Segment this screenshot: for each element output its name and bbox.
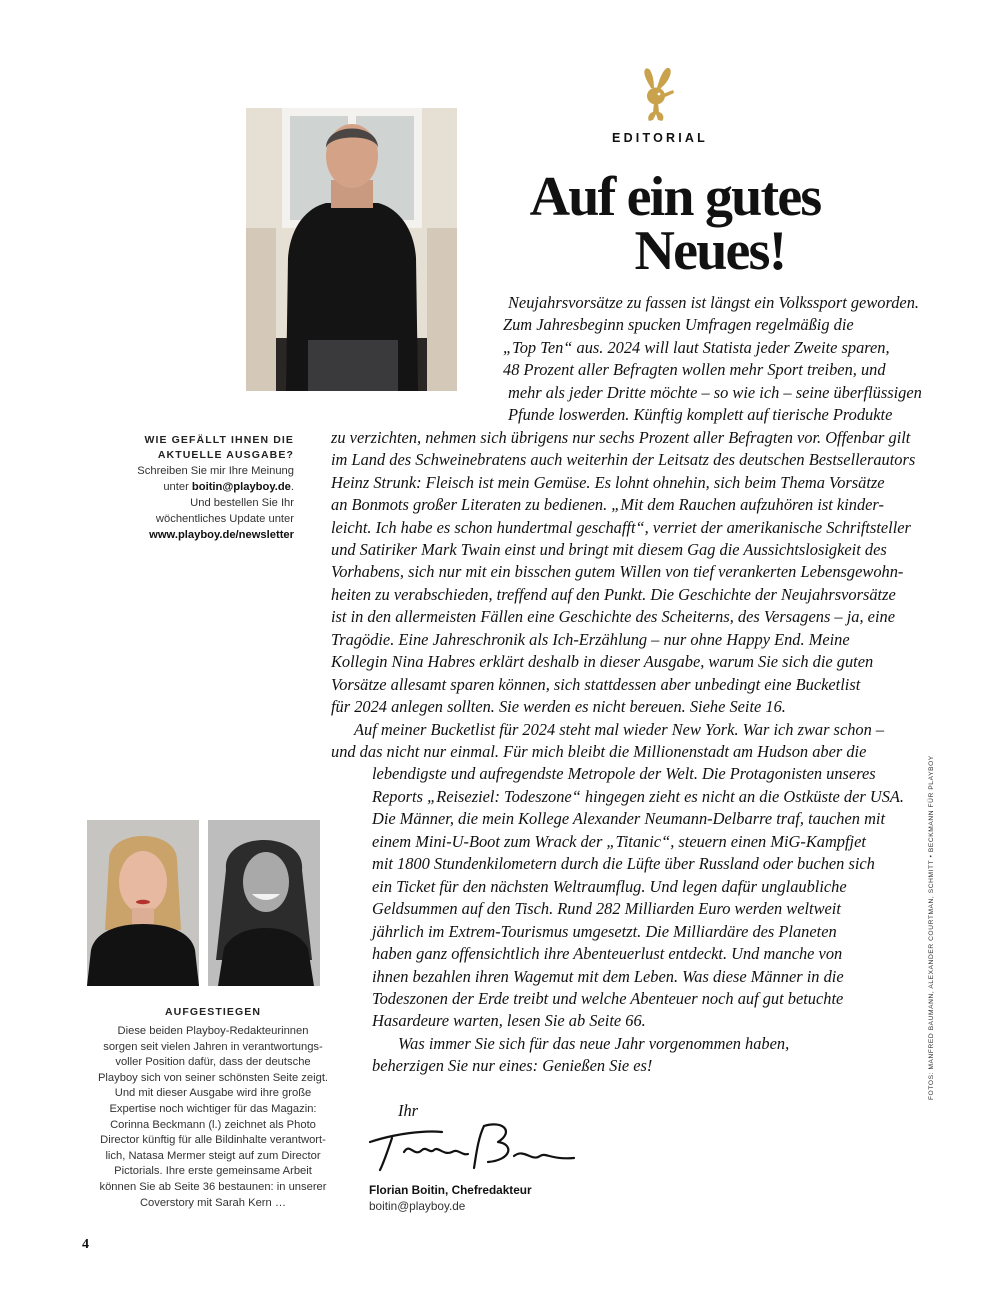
body-line: ist in den allermeisten Fällen eine Geschichte des Scheiterns, des Versagens – ja, eine: [331, 607, 895, 627]
body-line: Vorhabens, sich nur mit ein bisschen gutem Willen von tief verankerten Lebensgewohn-: [331, 562, 904, 582]
headline-line-1: Auf ein gutes: [529, 166, 821, 228]
section-label: EDITORIAL: [612, 131, 708, 145]
feedback-heading-line-1: WIE GEFÄLLT IHNEN DIE: [144, 434, 294, 446]
body-line: Pfunde loswerden. Künftig komplett auf tierische Produkte: [508, 405, 893, 425]
author-name: Florian Boitin, Chefredakteur: [369, 1183, 532, 1197]
body-line: jährlich im Extrem-Tourismus umgesetzt. Die Milliardäre des Planeten: [372, 921, 837, 941]
photo-corinna-beckmann: [87, 820, 199, 986]
signature-icon: [364, 1112, 584, 1178]
body-line: und das nicht nur einmal. Für mich bleibt die Millionenstadt am Hudson aber die: [331, 742, 867, 761]
headline-line-2: Neues!: [634, 220, 786, 282]
newsletter-link[interactable]: www.playboy.de/newsletter: [149, 529, 294, 541]
promoted-line: Pictorials. Ihre erste gemeinsame Arbeit: [114, 1165, 312, 1178]
promoted-line: Und mit dieser Ausgabe wird ihre große: [114, 1087, 312, 1100]
body-line: lebendigste und aufregendste Metropole der Welt. Die Protagonisten unseres: [372, 764, 876, 784]
body-line: Kollegin Nina Habres erklärt deshalb in dieser Ausgabe, warum Sie sich die guten: [331, 652, 874, 672]
body-line: Die Männer, die mein Kollege Alexander Neumann-Delbarre traf, tauchen mit: [372, 809, 886, 829]
promoted-line: Expertise noch wichtiger für das Magazin:: [109, 1102, 317, 1115]
feedback-box: [110, 433, 294, 543]
body-line: Neujahrsvorsätze zu fassen ist längst ein Volkssport geworden.: [508, 293, 919, 312]
promoted-line: voller Position dafür, dass der deutsche: [115, 1056, 311, 1069]
feedback-line: Und bestellen Sie Ihr: [190, 497, 294, 509]
headline: [470, 166, 880, 282]
promoted-box: [84, 1005, 342, 1211]
body-line: haben ganz offensichtlich ihre Abenteuerlust entdeckt. Und manche von: [372, 944, 843, 964]
body-line: und Satiriker Mark Twain einst und bringt mit diesem Gag die Aussichtslosigkeit des: [331, 539, 887, 559]
feedback-line-prefix: unter: [163, 481, 192, 493]
feedback-heading-line-2: AKTUELLE AUSGABE?: [157, 449, 294, 461]
body-line: Geldsummen auf den Tisch. Rund 282 Milliarden Euro werden weltweit: [372, 899, 841, 919]
body-line: im Land des Schweinebratens auch weiterhin der Leitsatz des deutschen Bestsellerautors: [331, 450, 916, 470]
feedback-email-link[interactable]: boitin@playboy.de: [191, 481, 291, 493]
feedback-line-suffix: .: [290, 481, 294, 493]
body-line: für 2024 anlegen sollten. Sie werden es nicht bereuen. Siehe Seite 16.: [331, 697, 786, 717]
body-line: Zum Jahresbeginn spucken Umfragen regelmäßig die: [503, 315, 854, 335]
promoted-heading: AUFGESTIEGEN: [164, 1006, 262, 1018]
body-line: beherzigen Sie nur eines: Genießen Sie es!: [372, 1056, 653, 1076]
body-line: Reports „Reiseziel: Todeszone“ hingegen zieht es nicht an die Ostküste der USA.: [372, 786, 905, 806]
photo-credit: [920, 755, 940, 1100]
editor-photo: [246, 108, 457, 391]
body-line: an Bonmots großer Literaten zu bedienen. „Mit dem Rauchen aufzuhören ist kinder-: [331, 495, 884, 515]
feedback-line: Schreiben Sie mir Ihre Meinung: [137, 465, 294, 477]
body-line: Vorsätze allesamt sparen können, sich stattdessen aber unbedingt eine Bucketlist: [331, 674, 861, 694]
feedback-text: [110, 463, 294, 543]
body-line: mehr als jeder Dritte möchte – so wie ich – seine überflüssigen: [508, 382, 922, 402]
page-number: 4: [82, 1237, 89, 1252]
photo-natasa-mermer: [208, 820, 320, 986]
author-email[interactable]: boitin@playboy.de: [369, 1199, 466, 1213]
body-line: Heinz Strunk: Fleisch ist mein Gemüse. Es lohnt ohnehin, sich beim Thema Vorsätze: [331, 472, 885, 492]
promoted-line: Coverstory mit Sarah Kern …: [139, 1196, 287, 1209]
body-line: leicht. Ich habe es schon hundertmal geschafft“, verriet der amerikanische Schriftsteller: [331, 517, 911, 537]
promoted-text: [84, 1024, 342, 1211]
promoted-line: Diese beiden Playboy-Redakteurinnen: [117, 1025, 309, 1037]
body-line: Auf meiner Bucketlist für 2024 steht mal wieder New York. War ich zwar schon –: [354, 719, 885, 739]
feedback-line: [110, 479, 294, 495]
body-line: Was immer Sie sich für das neue Jahr vorgenommen haben,: [398, 1033, 790, 1053]
photo-credit-text: FOTOS: MANFRED BAUMANN, ALEXANDER COURTMAN, SCHMITT • BECKMANN FÜR PLAYBOY: [928, 755, 935, 1100]
body-line: Todeszonen der Erde treibt und welche Abenteuer noch auf gut betuchte: [372, 988, 844, 1008]
body-line: zu verzichten, nehmen sich übrigens nur sechs Prozent aller Befragten vor. Offenbar gilt: [331, 427, 911, 447]
body-line: „Top Ten“ aus. 2024 will laut Statista jeder Zweite sparen,: [503, 337, 890, 357]
body-line: Tragödie. Eine Jahreschronik als Ich-Erzählung – nur ohne Happy End. Meine: [331, 629, 850, 649]
promoted-line: Playboy sich von seiner schönsten Seite zeigt.: [97, 1071, 329, 1084]
body-line: ein Ticket für den nächsten Weltraumflug. Und legen dafür unglaubliche: [372, 876, 847, 896]
promoted-line: sorgen seit vielen Jahren in verantwortungs-: [103, 1040, 323, 1053]
body-line: mit 1800 Stundenkilometern durch die Lüfte über Russland oder buchen sich: [372, 854, 875, 874]
body-line: Hasardeure warten, lesen Sie ab Seite 66.: [372, 1011, 646, 1031]
closing-salutation: Ihr: [398, 1101, 419, 1120]
promoted-line: Corinna Beckmann (l.) zeichnet als Photo: [110, 1118, 316, 1131]
feedback-line: wöchentliches Update unter: [155, 513, 294, 525]
promoted-line: Director künftig für alle Bildinhalte verantwort-: [100, 1134, 326, 1147]
body-line: ihnen bezahlen ihren Wagemut mit dem Leben. Was diese Männer in die: [372, 966, 844, 986]
body-line: 48 Prozent aller Befragten wollen mehr Sport treiben, und: [503, 360, 886, 380]
feedback-heading: [110, 433, 294, 463]
body-line: heiten zu verabschieden, treffend auf den Punkt. Die Geschichte der Neujahrsvorsätze: [331, 584, 896, 604]
body-line: einem Mini-U-Boot zum Wrack der „Titanic“, steuern einen MiG-Kampfjet: [372, 831, 866, 851]
promoted-line: können Sie ab Seite 36 bestaunen: in unserer: [99, 1180, 327, 1193]
bunny-logo-icon: [636, 66, 676, 124]
promoted-line: lich, Natasa Mermer steigt auf zum Director: [105, 1149, 321, 1162]
